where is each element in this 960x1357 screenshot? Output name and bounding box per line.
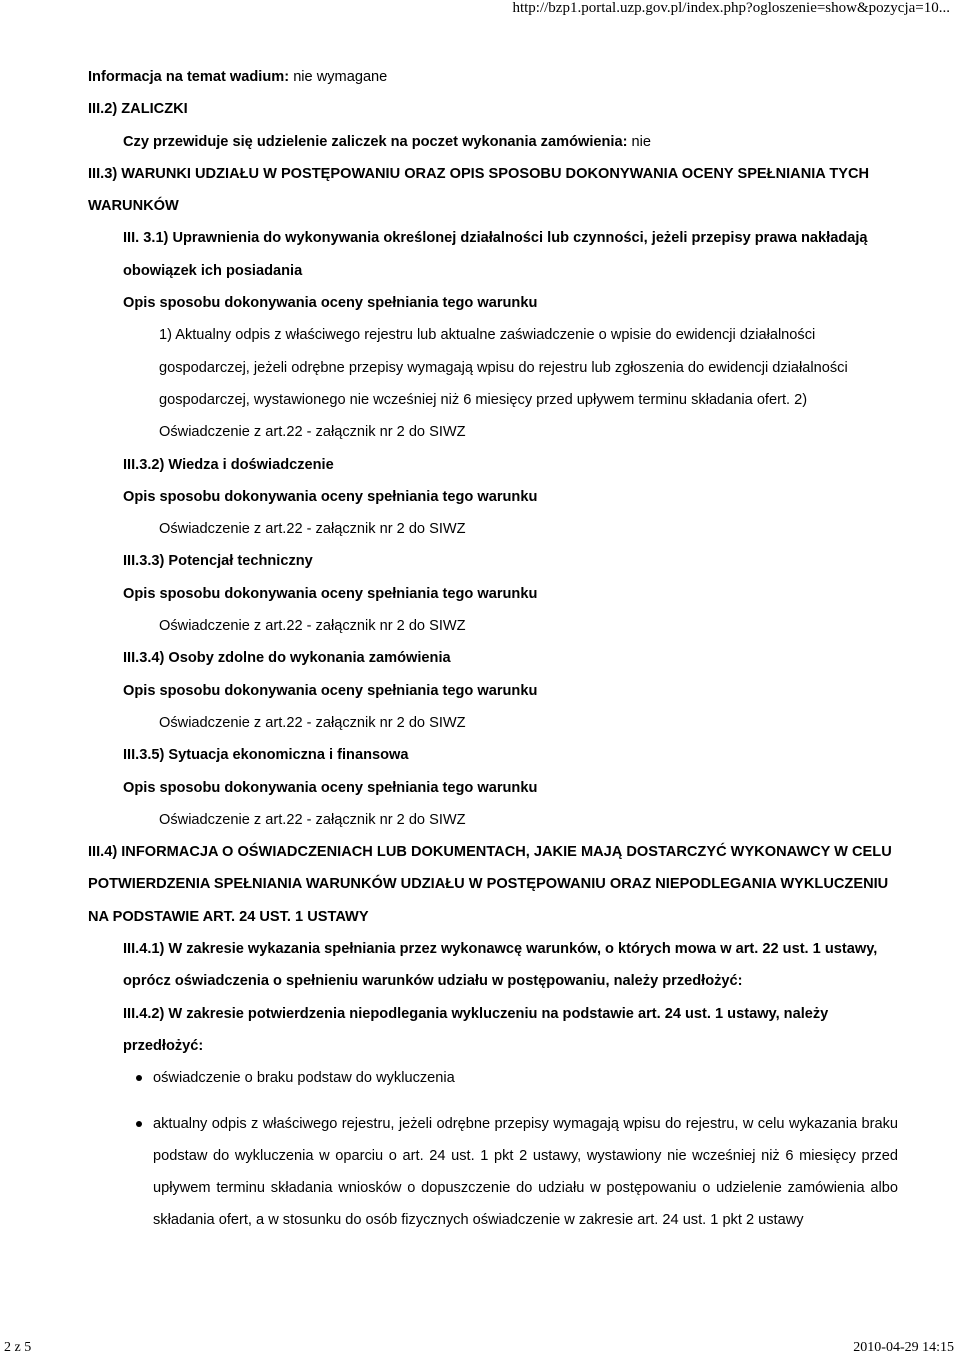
required-documents-list xyxy=(88,1062,898,1236)
list-item xyxy=(88,1108,898,1237)
list-spacer xyxy=(88,1095,898,1108)
wadium-label: Informacja na temat wadium: xyxy=(88,69,290,85)
wadium-line xyxy=(88,61,898,93)
warunek-text: Oświadczenie z art.22 - załącznik nr 2 do SIWZ xyxy=(159,618,466,635)
list-item xyxy=(88,1062,898,1094)
opis-label: Opis sposobu dokonywania oceny spełniania tego warunku xyxy=(123,682,538,699)
warunek-text: Oświadczenie z art.22 - załącznik nr 2 do SIWZ xyxy=(159,521,466,538)
document-body xyxy=(88,61,898,1237)
wadium-value: nie wymagane xyxy=(293,69,388,85)
zaliczki-question: Czy przewiduje się udzielenie zaliczek na poczet wykonania zamówienia: xyxy=(123,133,628,150)
page-number: 2 z 5 xyxy=(4,1340,32,1355)
informacja-p2: III.4.2) W zakresie potwierdzenia niepodlegania wykluczeniu na podstawie art. 24 ust. 1 ustawy, należy przedłożyć: xyxy=(123,1005,829,1054)
opis-label: Opis sposobu dokonywania oceny spełniania tego warunku xyxy=(123,295,538,312)
list-item-text: oświadczenie o braku podstaw do wykluczenia xyxy=(153,1070,455,1087)
warunek-title: III.3.4) Osoby zdolne do wykonania zamówienia xyxy=(123,650,451,667)
bullet-icon xyxy=(136,1121,142,1127)
warunek-title: III. 3.1) Uprawnienia do wykonywania określonej działalności lub czynności, jeżeli przepisy prawa nakładają obowiązek ich posiadania xyxy=(123,230,868,279)
warunek-title: III.3.2) Wiedza i doświadczenie xyxy=(123,456,334,473)
opis-label: Opis sposobu dokonywania oceny spełniania tego warunku xyxy=(123,488,538,505)
warunki-heading: III.3) WARUNKI UDZIAŁU W POSTĘPOWANIU ORAZ OPIS SPOSOBU DOKONYWANIA OCENY SPEŁNIANIA TYCH WARUNKÓW xyxy=(88,165,870,215)
zaliczki-heading: III.2) ZALICZKI xyxy=(88,101,188,118)
warunek-text: Oświadczenie z art.22 - załącznik nr 2 do SIWZ xyxy=(159,811,466,828)
opis-label: Opis sposobu dokonywania oceny spełniania tego warunku xyxy=(123,779,538,796)
zaliczki-answer: nie xyxy=(631,133,651,150)
warunek-text: Oświadczenie z art.22 - załącznik nr 2 do SIWZ xyxy=(159,714,466,731)
opis-label: Opis sposobu dokonywania oceny spełniania tego warunku xyxy=(123,585,538,602)
print-datetime: 2010-04-29 14:15 xyxy=(853,1340,954,1355)
warunek-text: 1) Aktualny odpis z właściwego rejestru lub aktualne zaświadczenie o wpisie do ewidencji działalności gospodarczej, jeżeli odrębne przepisy wymagają wpisu do rejestru lub zgłoszenia do ewidencji działalności gospodarczej, wystawionego nie wcześniej niż 6 miesięcy przed upływem terminu składania ofert. 2) Oświadczenie z art.22 - załącznik nr 2 do SIWZ xyxy=(159,327,848,441)
bullet-icon xyxy=(136,1075,142,1081)
informacja-p1: III.4.1) W zakresie wykazania spełniania przez wykonawcę warunków, o których mowa w art. 22 ust. 1 ustawy, oprócz oświadczenia o spełnieniu warunków udziału w postępowaniu, należy przedłożyć: xyxy=(123,941,878,990)
warunek-title: III.3.3) Potencjał techniczny xyxy=(123,553,313,570)
list-item-text: aktualny odpis z właściwego rejestru, jeżeli odrębne przepisy wymagają wpisu do rejestru, w celu wykazania braku podstaw do wykluczenia w oparciu o art. 24 ust. 1 pkt 2 ustawy, wystawiony nie wcześniej niż 6 miesięcy przed upływem terminu składania wniosków o dopuszczenie do udziału w postępowaniu o udzielenie zamówienia albo składania ofert, a w stosunku do osób fizycznych oświadczenie w zakresie art. 24 ust. 1 pkt 2 ustawy xyxy=(153,1115,898,1229)
page-url: http://bzp1.portal.uzp.gov.pl/index.php?ogloszenie=show&pozycja=10... xyxy=(512,0,950,16)
zaliczki-line xyxy=(88,126,898,158)
warunek-title: III.3.5) Sytuacja ekonomiczna i finansowa xyxy=(123,747,409,764)
informacja-heading: III.4) INFORMACJA O OŚWIADCZENIACH LUB DOKUMENTACH, JAKIE MAJĄ DOSTARCZYĆ WYKONAWCY W CELU POTWIERDZENIA SPEŁNIANIA WARUNKÓW UDZIAŁU W POSTĘPOWANIU ORAZ NIEPODLEGANIA WYKLUCZENIU NA PODSTAWIE ART. 24 UST. 1 USTAWY xyxy=(88,844,892,925)
